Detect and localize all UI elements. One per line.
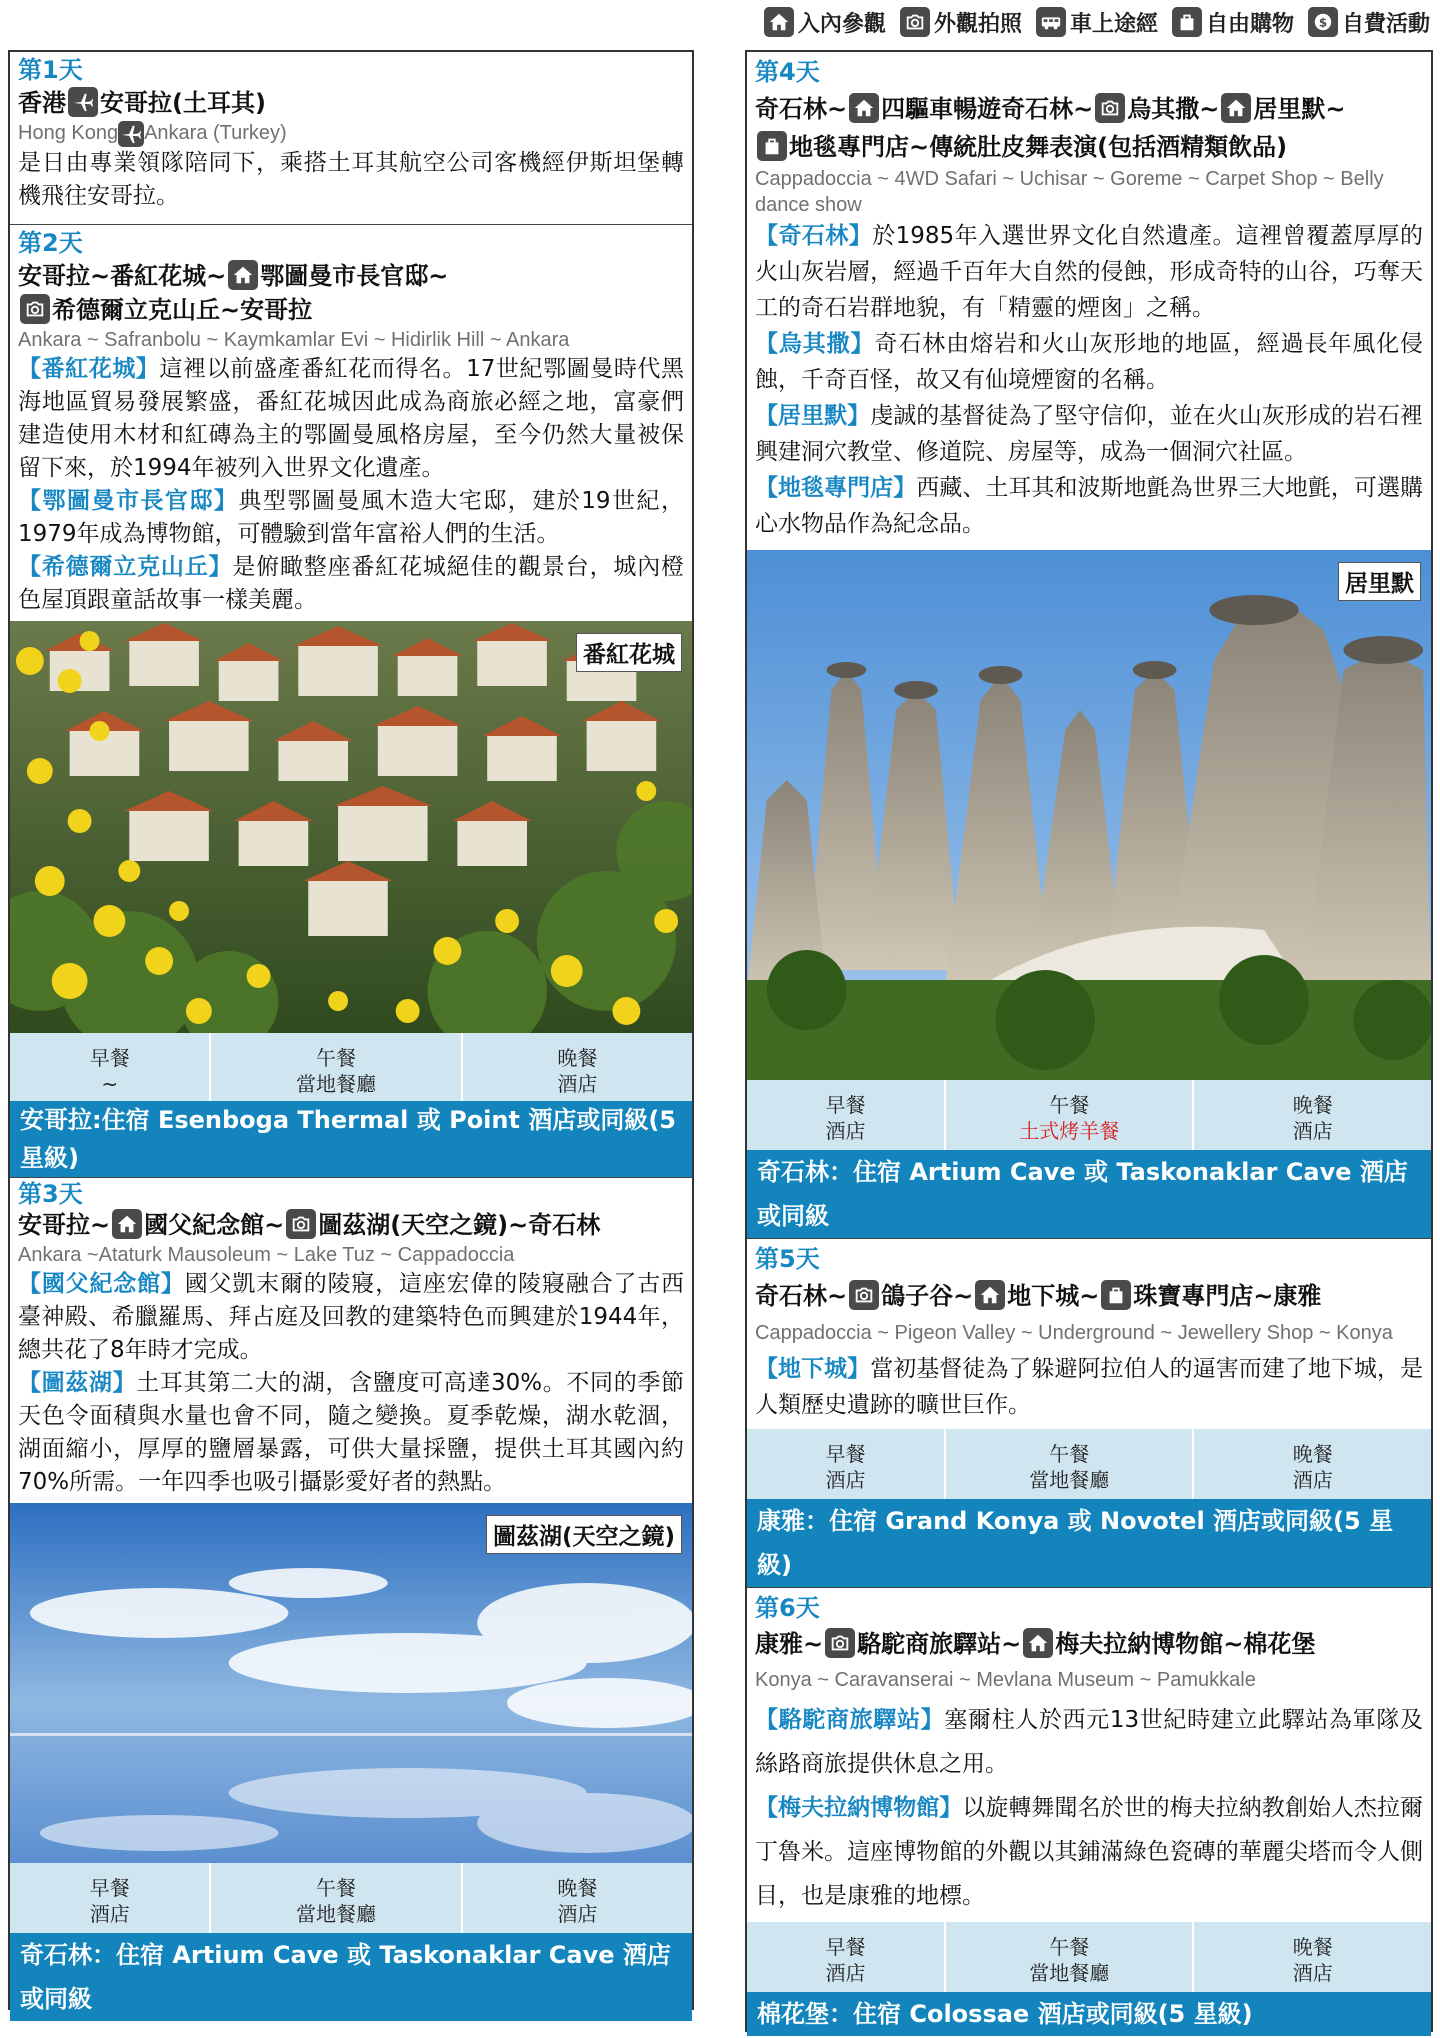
meal-breakfast <box>747 1080 946 1150</box>
highlight-text: 西藏、土耳其和波斯地氈為世界三大地氈，可選購心水物品作為紀念品。 <box>755 475 1424 537</box>
meal-label: 晚餐 <box>1292 1093 1333 1117</box>
meal-label: 午餐 <box>1049 1935 1090 1959</box>
meal-value: 當地餐廳 <box>296 1902 377 1926</box>
meal-value: 酒店 <box>557 1902 598 1926</box>
shopping-bag-icon <box>1101 1280 1131 1310</box>
camera-icon <box>1095 93 1125 123</box>
route-segment: 安哥拉~番紅花城~ <box>18 262 227 290</box>
highlight-title: 【烏其撒】 <box>755 331 875 357</box>
day-route <box>747 90 1431 166</box>
meal-value: 當地餐廳 <box>1029 1961 1110 1985</box>
meal-dinner <box>1194 1429 1431 1499</box>
highlight-text: 這裡以前盛產番紅花而得名。17世紀鄂圖曼時代黑海地區貿易發展繁盛，番紅花城因此成為商旅必經之地，富豪們建造使用木材和紅磚為主的鄂圖曼風格房屋，至今仍然大量被保留下來，於1994年被列入世界文化遺產。 <box>18 356 684 481</box>
day-label: 第2天 <box>18 229 83 257</box>
meal-label: 午餐 <box>316 1046 357 1070</box>
day-label: 第6天 <box>755 1594 820 1622</box>
hotel-bar: 棉花堡：住宿 Colossae 酒店或同級(5 星級) <box>747 1992 1431 2036</box>
day-route <box>10 259 692 327</box>
highlight-text: 國父凱末爾的陵寢，這座宏偉的陵寢融合了古西臺神殿、希臘羅馬、拜占庭及回教的建築特色而興建於1944年，總共花了8年時才完成。 <box>18 1271 685 1363</box>
meal-value: 當地餐廳 <box>1029 1468 1110 1492</box>
route-segment: 駱駝商旅驛站~ <box>857 1630 1022 1658</box>
route-segment: 安哥拉~ <box>18 1211 111 1239</box>
highlight-title: 【鄂圖曼市長官邸】 <box>18 488 239 514</box>
day-6 <box>747 1587 1431 2036</box>
meal-bar <box>10 1863 692 1933</box>
day-description <box>10 1268 692 1499</box>
highlight-title: 【奇石林】 <box>755 223 873 249</box>
meal-label: 晚餐 <box>557 1876 598 1900</box>
day-description <box>747 1351 1431 1423</box>
meal-value: 土式烤羊餐 <box>1019 1119 1120 1143</box>
route-segment: 梅夫拉納博物館~棉花堡 <box>1055 1630 1316 1658</box>
day-description <box>747 1698 1431 1918</box>
subtitle-destination: Ankara (Turkey) <box>144 122 287 144</box>
day-subtitle: Ankara ~ Safranbolu ~ Kaymkamlar Evi ~ Hidirlik Hill ~ Ankara <box>18 329 570 351</box>
meal-value: 酒店 <box>825 1961 866 1985</box>
highlight-text: 典型鄂圖曼風木造大宅邸，建於19世紀，1979年成為博物館，可體驗到當年富裕人們的生活。 <box>18 488 684 547</box>
highlight-title: 【國父紀念館】 <box>18 1271 185 1297</box>
highlight-title: 【地毯專門店】 <box>755 475 917 501</box>
meal-value: 酒店 <box>825 1468 866 1492</box>
highlight-text: 於1985年入選世界文化自然遺產。這裡曾覆蓋厚厚的火山灰岩層，經過千百年大自然的侵蝕，形成奇特的山谷，巧奪天工的奇石岩群地貌，有「精靈的煙囪」之稱。 <box>755 223 1423 321</box>
meal-label: 晚餐 <box>1292 1442 1333 1466</box>
meal-label: 午餐 <box>1049 1442 1090 1466</box>
highlight-title: 【圖茲湖】 <box>18 1370 137 1396</box>
meal-value: 酒店 <box>1292 1119 1333 1143</box>
day-label: 第1天 <box>18 56 83 84</box>
day-description <box>10 353 692 617</box>
route-segment: 地毯專門店~傳統肚皮舞表演(包括酒精類飲品) <box>789 133 1288 161</box>
highlight-title: 【居里默】 <box>755 403 871 429</box>
route-segment: 烏其撒~ <box>1127 95 1220 123</box>
icon-legend <box>764 4 1430 40</box>
legend-shop <box>1172 7 1294 38</box>
left-column <box>8 50 694 2013</box>
meal-label: 早餐 <box>89 1046 130 1070</box>
meal-lunch <box>946 1429 1194 1499</box>
house-icon <box>764 7 794 37</box>
day-1 <box>10 52 692 224</box>
meal-label: 晚餐 <box>1292 1935 1333 1959</box>
goreme-photo <box>747 550 1431 1080</box>
house-icon <box>228 260 258 290</box>
legend-bus-label: 車上途經 <box>1069 11 1158 37</box>
day-description: 是日由專業領隊陪同下，乘搭土耳其航空公司客機經伊斯坦堡轉機飛往安哥拉。 <box>18 149 684 209</box>
subtitle-origin: Hong Kong <box>18 122 119 144</box>
meal-breakfast <box>10 1863 211 1933</box>
house-icon <box>1023 1628 1053 1658</box>
route-segment: 鴿子谷~ <box>881 1282 974 1310</box>
meal-dinner <box>463 1033 692 1101</box>
camera-icon <box>849 1280 879 1310</box>
day-subtitle: Konya ~ Caravanserai ~ Mevlana Museum ~ Pamukkale <box>755 1669 1256 1691</box>
meal-breakfast <box>747 1429 946 1499</box>
legend-photo-label: 外觀拍照 <box>933 11 1022 37</box>
highlight-text: 土耳其第二大的湖，含鹽度可高達30%。不同的季節天色令面積與水量也會不同，隨之變換。夏季乾燥，湖水乾涸，湖面縮小，厚厚的鹽層暴露，可供大量採鹽，提供土耳其國內約70%所需。一年四季也吸引攝影愛好者的熱點。 <box>18 1370 685 1495</box>
meal-breakfast <box>747 1922 946 1992</box>
route-segment: 奇石林~ <box>755 95 848 123</box>
meal-value: 酒店 <box>1292 1468 1333 1492</box>
lake-tuz-photo <box>10 1503 692 1863</box>
meal-label: 早餐 <box>825 1093 866 1117</box>
day-2 <box>10 224 692 1177</box>
route-segment: 圖茲湖(天空之鏡)~奇石林 <box>318 1211 601 1239</box>
day-route <box>747 1277 1431 1315</box>
shopping-bag-icon <box>757 131 787 161</box>
route-origin: 香港 <box>18 89 66 117</box>
plane-icon <box>118 121 144 147</box>
route-destination: 安哥拉(土耳其) <box>100 89 266 117</box>
right-column <box>745 50 1433 2032</box>
route-segment: 康雅~ <box>755 1630 824 1658</box>
route-segment: 地下城~ <box>1007 1282 1100 1310</box>
meal-label: 早餐 <box>89 1876 130 1900</box>
safranbolu-photo <box>10 621 692 1033</box>
meal-lunch <box>211 1863 462 1933</box>
dollar-icon <box>1308 7 1338 37</box>
camera-icon <box>20 294 50 324</box>
meal-breakfast <box>10 1033 211 1101</box>
legend-bus <box>1036 7 1158 38</box>
highlight-text: 奇石林由熔岩和火山灰形地的地區，經過長年風化侵蝕，千奇百怪，故又有仙境煙窗的名稱。 <box>755 331 1424 393</box>
route-segment: 奇石林~ <box>755 1282 848 1310</box>
legend-optional <box>1308 7 1430 38</box>
day-label: 第5天 <box>755 1245 820 1273</box>
hotel-bar: 安哥拉:住宿 Esenboga Thermal 或 Point 酒店或同級(5 星級) <box>10 1101 692 1177</box>
camera-icon <box>900 7 930 37</box>
highlight-text: 虔誠的基督徒為了堅守信仰，並在火山灰形成的岩石裡興建洞穴教堂、修道院、房屋等，成為一個洞穴社區。 <box>755 403 1424 465</box>
photo-caption: 圖茲湖(天空之鏡) <box>486 1515 682 1554</box>
house-icon <box>849 93 879 123</box>
house-icon <box>1221 93 1251 123</box>
meal-value: 當地餐廳 <box>296 1072 377 1096</box>
day-label: 第3天 <box>18 1180 83 1208</box>
house-icon <box>975 1280 1005 1310</box>
meal-value: 酒店 <box>825 1119 866 1143</box>
meal-label: 早餐 <box>825 1442 866 1466</box>
meal-dinner <box>1194 1080 1431 1150</box>
hotel-bar: 奇石林：住宿 Artium Cave 或 Taskonaklar Cave 酒店或同級 <box>10 1933 692 2021</box>
plane-icon <box>68 87 98 117</box>
meal-value: ~ <box>101 1072 119 1096</box>
highlight-text: 是俯瞰整座番紅花城絕佳的觀景台，城內橙色屋頂跟童話故事一樣美麗。 <box>18 554 685 613</box>
day-description <box>747 218 1431 542</box>
route-segment: 珠寶專門店~康雅 <box>1133 1282 1322 1310</box>
day-subtitle <box>10 120 692 147</box>
meal-lunch <box>211 1033 462 1101</box>
legend-enter-label: 入內參觀 <box>797 11 886 37</box>
bus-icon <box>1036 7 1066 37</box>
day-subtitle: Cappadoccia ~ Pigeon Valley ~ Underground ~ Jewellery Shop ~ Konya <box>755 1322 1393 1344</box>
meal-label: 午餐 <box>1049 1093 1090 1117</box>
day-4 <box>747 52 1431 1238</box>
meal-value: 酒店 <box>557 1072 598 1096</box>
legend-enter <box>764 7 886 38</box>
day-label: 第4天 <box>755 58 820 86</box>
meal-value: 酒店 <box>89 1902 130 1926</box>
highlight-title: 【番紅花城】 <box>18 356 160 382</box>
legend-shop-label: 自由購物 <box>1205 11 1294 37</box>
legend-photo <box>900 7 1022 38</box>
highlight-title: 【地下城】 <box>755 1356 871 1382</box>
house-icon <box>112 1209 142 1239</box>
photo-caption: 番紅花城 <box>576 633 682 672</box>
photo-caption: 居里默 <box>1338 562 1421 601</box>
meal-label: 晚餐 <box>557 1046 598 1070</box>
day-route <box>10 1208 692 1242</box>
meal-label: 午餐 <box>316 1876 357 1900</box>
day-subtitle: Cappadoccia ~ 4WD Safari ~ Uchisar ~ Goreme ~ Carpet Shop ~ Belly dance show <box>755 168 1384 216</box>
day-route <box>747 1626 1431 1662</box>
camera-icon <box>825 1628 855 1658</box>
highlight-title: 【梅夫拉納博物館】 <box>755 1795 963 1821</box>
meal-dinner <box>1194 1922 1431 1992</box>
meal-value: 酒店 <box>1292 1961 1333 1985</box>
meal-bar <box>747 1429 1431 1499</box>
meal-bar <box>10 1033 692 1101</box>
meal-bar <box>747 1922 1431 1992</box>
highlight-text: 以旋轉舞聞名於世的梅夫拉納教創始人杰拉爾丁魯米。這座博物館的外觀以其鋪滿綠色瓷磚的華麗尖塔而令人側目，也是康雅的地標。 <box>755 1795 1424 1909</box>
route-segment: 居里默~ <box>1253 95 1346 123</box>
day-route <box>10 86 692 120</box>
route-segment: 四驅車暢遊奇石林~ <box>881 95 1094 123</box>
meal-dinner <box>463 1863 692 1933</box>
hotel-bar: 康雅：住宿 Grand Konya 或 Novotel 酒店或同級(5 星級) <box>747 1499 1431 1587</box>
day-3 <box>10 1177 692 2021</box>
route-segment: 希德爾立克山丘~安哥拉 <box>52 296 313 324</box>
highlight-text: 塞爾柱人於西元13世紀時建立此驛站為軍隊及絲路商旅提供休息之用。 <box>755 1707 1423 1777</box>
camera-icon <box>286 1209 316 1239</box>
legend-optional-label: 自費活動 <box>1341 11 1430 37</box>
meal-label: 早餐 <box>825 1935 866 1959</box>
route-segment: 鄂圖曼市長官邸~ <box>260 262 449 290</box>
shopping-bag-icon <box>1172 7 1202 37</box>
day-5 <box>747 1238 1431 1587</box>
highlight-text: 當初基督徒為了躲避阿拉伯人的逼害而建了地下城，是人類歷史遺跡的曠世巨作。 <box>755 1356 1424 1418</box>
highlight-title: 【駱駝商旅驛站】 <box>755 1707 945 1733</box>
meal-bar <box>747 1080 1431 1150</box>
hotel-bar: 奇石林：住宿 Artium Cave 或 Taskonaklar Cave 酒店或同級 <box>747 1150 1431 1238</box>
meal-lunch <box>946 1922 1194 1992</box>
day-subtitle: Ankara ~Ataturk Mausoleum ~ Lake Tuz ~ Cappadoccia <box>18 1244 515 1266</box>
meal-lunch <box>946 1080 1194 1150</box>
highlight-title: 【希德爾立克山丘】 <box>18 554 233 580</box>
route-segment: 國父紀念館~ <box>144 1211 285 1239</box>
